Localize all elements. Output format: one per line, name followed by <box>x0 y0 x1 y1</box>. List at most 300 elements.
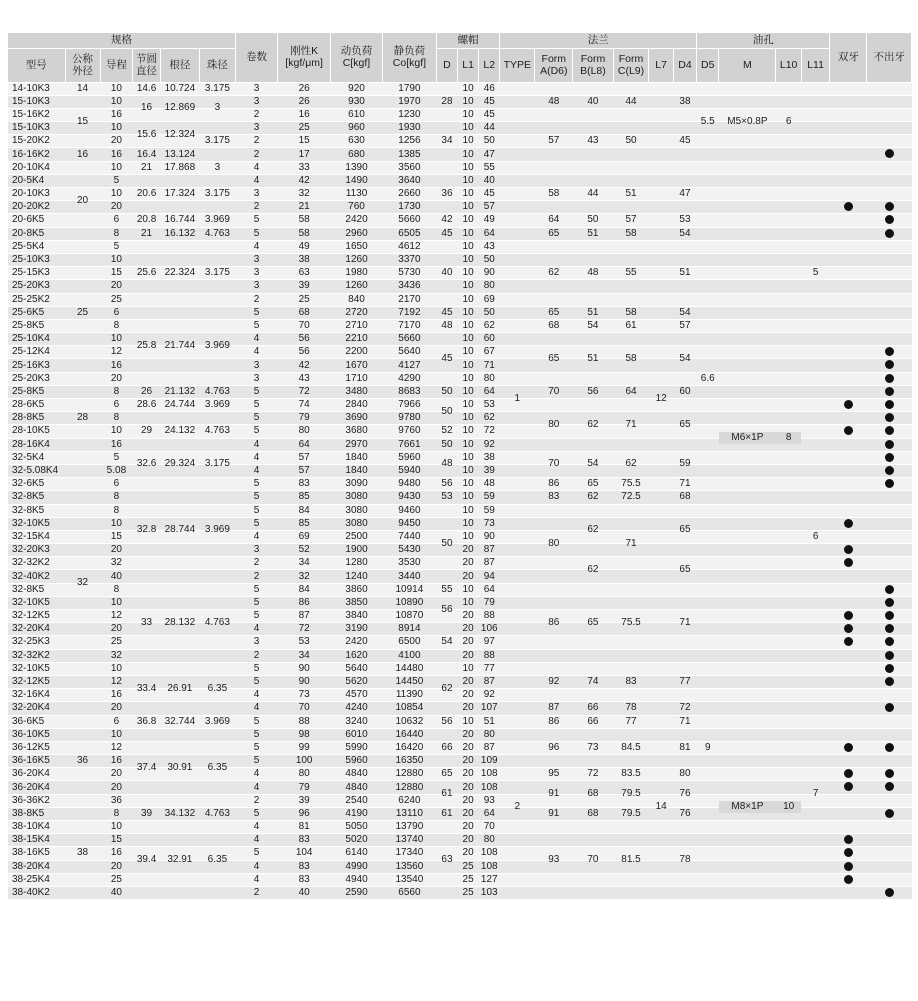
cell-l2: 49 <box>479 214 500 227</box>
no-flange-dot-icon <box>885 782 894 791</box>
cell-nof <box>867 715 912 728</box>
cell-d5 <box>697 662 719 675</box>
cell-nof <box>867 557 912 570</box>
cell-fa <box>535 148 573 161</box>
cell-ball <box>199 293 235 306</box>
cell-root <box>160 873 199 886</box>
cell-root <box>160 201 199 214</box>
cell-nominal <box>65 557 100 570</box>
cell-nominal <box>65 530 100 543</box>
cell-type <box>500 82 535 95</box>
cell-fc <box>613 886 649 899</box>
cell-m <box>719 544 776 557</box>
cell-stat: 4612 <box>382 240 436 253</box>
cell-d <box>436 82 457 95</box>
cell-nominal <box>65 333 100 346</box>
no-flange-dot-icon <box>885 426 894 435</box>
cell-l10 <box>776 623 801 636</box>
cell-lead: 6 <box>100 399 133 412</box>
merged-cell-fc: 50 <box>625 135 637 147</box>
cell-d4 <box>673 689 696 702</box>
cell-stiff: 32 <box>278 570 331 583</box>
cell-fc <box>613 873 649 886</box>
cell-dbl <box>830 438 867 451</box>
cell-nominal <box>65 135 100 148</box>
cell-d5 <box>697 319 719 332</box>
double-thread-dot-icon <box>844 558 853 567</box>
cell-stat: 1385 <box>382 148 436 161</box>
cell-fb <box>573 122 613 135</box>
cell-fa <box>535 82 573 95</box>
cell-type <box>500 702 535 715</box>
merged-cell-pitch: 36.8 <box>136 715 157 727</box>
cell-l1: 10 <box>458 188 479 201</box>
merged-cell-root: 28.132 <box>164 616 196 628</box>
cell-d <box>436 293 457 306</box>
merged-cell-d: 42 <box>441 214 453 226</box>
cell-ball <box>199 306 235 319</box>
merged-cell-fb: 62 <box>587 563 599 575</box>
merged-cell-fb: 48 <box>587 267 599 279</box>
cell-lead: 16 <box>100 755 133 768</box>
cell-turns: 4 <box>235 834 277 847</box>
cell-d4 <box>673 649 696 662</box>
cell-stat: 12880 <box>382 781 436 794</box>
merged-cell-d: 56 <box>441 478 453 490</box>
cell-dyn: 3840 <box>331 610 383 623</box>
merged-cell-nominal: 15 <box>77 115 89 127</box>
cell-m <box>719 95 776 108</box>
no-flange-dot-icon <box>885 664 894 673</box>
cell-d5 <box>697 557 719 570</box>
cell-type <box>500 240 535 253</box>
cell-dyn: 1900 <box>331 544 383 557</box>
cell-model: 25-20K3 <box>8 280 65 293</box>
cell-nof <box>867 794 912 807</box>
merged-cell-fa: 70 <box>548 458 560 470</box>
cell-l2: 51 <box>479 715 500 728</box>
cell-nof <box>867 636 912 649</box>
cell-stiff: 26 <box>278 82 331 95</box>
cell-l1: 10 <box>458 135 479 148</box>
merged-cell-fa: 80 <box>548 418 560 430</box>
cell-fa <box>535 834 573 847</box>
merged-cell-fc: 71 <box>625 418 637 430</box>
cell-lead: 15 <box>100 834 133 847</box>
cell-stat: 6505 <box>382 227 436 240</box>
merged-cell-fc: 61 <box>625 319 637 331</box>
cell-l10 <box>776 346 801 359</box>
cell-d4 <box>673 821 696 834</box>
cell-stat: 13740 <box>382 834 436 847</box>
cell-stat: 4290 <box>382 372 436 385</box>
cell-dyn: 3190 <box>331 623 383 636</box>
cell-turns: 4 <box>235 240 277 253</box>
cell-d4 <box>673 662 696 675</box>
cell-fb <box>573 596 613 609</box>
cell-turns: 5 <box>235 847 277 860</box>
table-row <box>8 253 912 266</box>
cell-pitch <box>133 821 161 834</box>
cell-l11 <box>801 583 830 596</box>
cell-l1: 10 <box>458 504 479 517</box>
cell-fa <box>535 504 573 517</box>
cell-l11 <box>801 438 830 451</box>
cell-root <box>160 781 199 794</box>
cell-fb <box>573 148 613 161</box>
cell-dyn: 3850 <box>331 596 383 609</box>
cell-nof <box>867 333 912 346</box>
cell-fc <box>613 557 649 570</box>
cell-l10 <box>776 267 801 280</box>
cell-turns: 5 <box>235 385 277 398</box>
cell-fb <box>573 873 613 886</box>
cell-model: 28-6K5 <box>8 399 65 412</box>
cell-type <box>500 623 535 636</box>
merged-cell-fb: 56 <box>587 385 599 397</box>
cell-dbl <box>830 227 867 240</box>
merged-cell-fa: 95 <box>548 768 560 780</box>
cell-d5 <box>697 135 719 148</box>
cell-dyn: 1260 <box>331 280 383 293</box>
cell-l2: 59 <box>479 491 500 504</box>
merged-cell-pitch: 26 <box>140 385 153 397</box>
merged-cell-m: M6×1P <box>719 432 776 444</box>
cell-l10 <box>776 649 801 662</box>
merged-cell-fa: 96 <box>548 741 560 753</box>
cell-type <box>500 306 535 319</box>
cell-d5 <box>697 82 719 95</box>
merged-cell-ball: 3.969 <box>204 214 230 226</box>
cell-d <box>436 201 457 214</box>
cell-stiff: 83 <box>278 873 331 886</box>
cell-d <box>436 108 457 121</box>
cell-l1: 20 <box>458 807 479 820</box>
double-thread-dot-icon <box>844 611 853 620</box>
cell-l7 <box>649 596 673 609</box>
header-form-b: Form B(L8) <box>573 48 613 82</box>
cell-d5 <box>697 451 719 464</box>
cell-l1: 20 <box>458 768 479 781</box>
cell-fb <box>573 544 613 557</box>
cell-stat: 3560 <box>382 161 436 174</box>
cell-l7 <box>649 504 673 517</box>
cell-type <box>500 741 535 754</box>
cell-nof <box>867 649 912 662</box>
cell-l11 <box>801 886 830 899</box>
cell-nominal <box>65 715 100 728</box>
cell-dbl <box>830 346 867 359</box>
cell-l1: 10 <box>458 227 479 240</box>
cell-lead: 5.08 <box>100 464 133 477</box>
cell-model: 28-8K5 <box>8 412 65 425</box>
cell-l1: 10 <box>458 662 479 675</box>
merged-cell-d4: 72 <box>679 702 691 714</box>
cell-l1: 10 <box>458 201 479 214</box>
cell-ball <box>199 240 235 253</box>
merged-cell-root: 32.91 <box>167 854 193 866</box>
cell-m <box>719 675 776 688</box>
cell-dbl <box>830 636 867 649</box>
cell-stiff: 96 <box>278 807 331 820</box>
merged-cell-root: 22.324 <box>164 267 196 279</box>
cell-l7 <box>649 227 673 240</box>
cell-dbl <box>830 95 867 108</box>
cell-d5 <box>697 768 719 781</box>
cell-l10 <box>776 847 801 860</box>
cell-type <box>500 873 535 886</box>
cell-lead: 32 <box>100 649 133 662</box>
double-thread-dot-icon <box>844 545 853 554</box>
merged-cell-fb: 72 <box>587 768 599 780</box>
cell-m <box>719 201 776 214</box>
no-flange-dot-icon <box>885 360 894 369</box>
cell-l2: 94 <box>479 570 500 583</box>
cell-fc <box>613 755 649 768</box>
merged-cell-fb: 44 <box>587 188 599 200</box>
cell-fc <box>613 570 649 583</box>
cell-type <box>500 517 535 530</box>
cell-m <box>719 227 776 240</box>
cell-nof <box>867 385 912 398</box>
cell-nof <box>867 478 912 491</box>
cell-lead: 10 <box>100 333 133 346</box>
header-l10: L10 <box>776 48 801 82</box>
table-row <box>8 359 912 372</box>
double-thread-dot-icon <box>844 782 853 791</box>
cell-stat: 5730 <box>382 267 436 280</box>
header-stiffness: 刚性K [kgf/μm] <box>278 33 331 82</box>
cell-lead: 25 <box>100 636 133 649</box>
cell-nof <box>867 675 912 688</box>
cell-l1: 20 <box>458 821 479 834</box>
cell-stiff: 79 <box>278 412 331 425</box>
cell-dyn: 1490 <box>331 174 383 187</box>
cell-dbl <box>830 596 867 609</box>
cell-type <box>500 267 535 280</box>
cell-nominal <box>65 280 100 293</box>
cell-l1: 10 <box>458 253 479 266</box>
cell-type <box>500 860 535 873</box>
cell-l11 <box>801 689 830 702</box>
cell-dbl <box>830 425 867 438</box>
cell-dyn: 2500 <box>331 530 383 543</box>
cell-nominal <box>65 319 100 332</box>
cell-lead: 8 <box>100 583 133 596</box>
cell-fa <box>535 161 573 174</box>
cell-m <box>719 873 776 886</box>
merged-cell-d4: 65 <box>679 563 691 575</box>
cell-m <box>719 728 776 741</box>
cell-dyn: 960 <box>331 122 383 135</box>
cell-turns: 5 <box>235 399 277 412</box>
cell-l7 <box>649 768 673 781</box>
cell-pitch <box>133 504 161 517</box>
cell-l11 <box>801 610 830 623</box>
cell-l11 <box>801 359 830 372</box>
cell-l1: 10 <box>458 359 479 372</box>
cell-fb <box>573 174 613 187</box>
cell-l2: 50 <box>479 135 500 148</box>
header-lead: 导程 <box>100 48 133 82</box>
cell-model: 38-40K2 <box>8 886 65 899</box>
cell-stiff: 39 <box>278 794 331 807</box>
double-thread-dot-icon <box>844 519 853 528</box>
cell-model: 25-16K3 <box>8 359 65 372</box>
cell-d <box>436 517 457 530</box>
cell-l10 <box>776 768 801 781</box>
cell-nof <box>867 807 912 820</box>
cell-lead: 10 <box>100 95 133 108</box>
merged-cell-d5: 5.5 <box>700 115 715 127</box>
cell-l10 <box>776 689 801 702</box>
cell-l7 <box>649 451 673 464</box>
cell-l1: 20 <box>458 781 479 794</box>
merged-cell-root: 24.132 <box>164 425 196 437</box>
cell-type <box>500 689 535 702</box>
merged-cell-d5: 9 <box>704 741 711 753</box>
cell-stiff: 58 <box>278 227 331 240</box>
cell-type <box>500 649 535 662</box>
cell-m <box>719 346 776 359</box>
cell-root <box>160 240 199 253</box>
cell-type <box>500 768 535 781</box>
cell-pitch <box>133 372 161 385</box>
cell-ball <box>199 280 235 293</box>
cell-l11 <box>801 821 830 834</box>
double-thread-dot-icon <box>844 637 853 646</box>
cell-nominal <box>65 174 100 187</box>
cell-l11 <box>801 280 830 293</box>
cell-nof <box>867 188 912 201</box>
cell-l1: 20 <box>458 741 479 754</box>
cell-d <box>436 333 457 346</box>
cell-stat: 7440 <box>382 530 436 543</box>
cell-type <box>500 135 535 148</box>
cell-dbl <box>830 623 867 636</box>
cell-l1: 10 <box>458 214 479 227</box>
cell-l2: 80 <box>479 834 500 847</box>
cell-root <box>160 834 199 847</box>
cell-type <box>500 438 535 451</box>
cell-l7 <box>649 359 673 372</box>
cell-model: 25-25K2 <box>8 293 65 306</box>
cell-l1: 10 <box>458 425 479 438</box>
cell-l10 <box>776 135 801 148</box>
merged-cell-ball: 4.763 <box>204 807 230 819</box>
cell-dbl <box>830 689 867 702</box>
cell-l1: 20 <box>458 834 479 847</box>
merged-cell-fc: 55 <box>625 267 637 279</box>
cell-turns: 4 <box>235 873 277 886</box>
merged-cell-fc: 62 <box>625 458 637 470</box>
cell-stat: 13790 <box>382 821 436 834</box>
merged-cell-root: 16.132 <box>164 227 196 239</box>
cell-nof <box>867 82 912 95</box>
cell-dbl <box>830 135 867 148</box>
cell-stat: 16440 <box>382 728 436 741</box>
merged-cell-nominal: 14 <box>77 82 89 94</box>
cell-l2: 80 <box>479 280 500 293</box>
cell-dyn: 4570 <box>331 689 383 702</box>
cell-nominal <box>65 807 100 820</box>
cell-nominal <box>65 768 100 781</box>
merged-cell-fa: 64 <box>548 214 560 226</box>
merged-cell-fa: 91 <box>548 807 560 819</box>
cell-turns: 2 <box>235 570 277 583</box>
merged-cell-root: 26.91 <box>167 682 193 694</box>
cell-l10 <box>776 834 801 847</box>
cell-stat: 5960 <box>382 451 436 464</box>
cell-dyn: 760 <box>331 201 383 214</box>
merged-cell-nominal: 20 <box>77 194 89 206</box>
cell-stat: 7661 <box>382 438 436 451</box>
cell-root <box>160 359 199 372</box>
table-row <box>8 504 912 517</box>
merged-cell-type: 2 <box>514 801 521 813</box>
cell-type <box>500 544 535 557</box>
cell-fa <box>535 253 573 266</box>
cell-model: 36-12K5 <box>8 741 65 754</box>
cell-l11 <box>801 768 830 781</box>
cell-pitch <box>133 253 161 266</box>
header-ball-dia: 珠径 <box>199 48 235 82</box>
cell-l1: 10 <box>458 319 479 332</box>
cell-fb <box>573 689 613 702</box>
cell-dbl <box>830 253 867 266</box>
cell-stiff: 57 <box>278 464 331 477</box>
cell-lead: 20 <box>100 544 133 557</box>
cell-turns: 4 <box>235 530 277 543</box>
cell-nof <box>867 253 912 266</box>
cell-lead: 8 <box>100 504 133 517</box>
merged-cell-d: 36 <box>441 188 453 200</box>
cell-d <box>436 240 457 253</box>
header-type: TYPE <box>500 48 535 82</box>
merged-cell-l10: 6 <box>785 115 792 127</box>
cell-stat: 10854 <box>382 702 436 715</box>
cell-fb <box>573 649 613 662</box>
cell-l2: 64 <box>479 583 500 596</box>
table-row <box>8 873 912 886</box>
cell-ball <box>199 636 235 649</box>
cell-l7 <box>649 280 673 293</box>
cell-fb <box>573 636 613 649</box>
merged-cell-ball: 3.969 <box>204 339 230 351</box>
cell-l10 <box>776 253 801 266</box>
cell-l2: 55 <box>479 161 500 174</box>
merged-cell-fb: 62 <box>587 524 599 536</box>
cell-stiff: 63 <box>278 267 331 280</box>
cell-type <box>500 148 535 161</box>
cell-l7 <box>649 464 673 477</box>
merged-cell-l7: 12 <box>655 392 667 404</box>
no-flange-dot-icon <box>885 479 894 488</box>
cell-d4 <box>673 636 696 649</box>
cell-root <box>160 886 199 899</box>
cell-fc <box>613 728 649 741</box>
cell-dbl <box>830 306 867 319</box>
table-row <box>8 886 912 899</box>
cell-lead: 25 <box>100 873 133 886</box>
cell-l2: 44 <box>479 122 500 135</box>
cell-pitch <box>133 570 161 583</box>
cell-l2: 87 <box>479 557 500 570</box>
cell-l11 <box>801 201 830 214</box>
merged-cell-root: 32.744 <box>164 715 196 727</box>
cell-model: 36-20K4 <box>8 781 65 794</box>
cell-turns: 5 <box>235 478 277 491</box>
